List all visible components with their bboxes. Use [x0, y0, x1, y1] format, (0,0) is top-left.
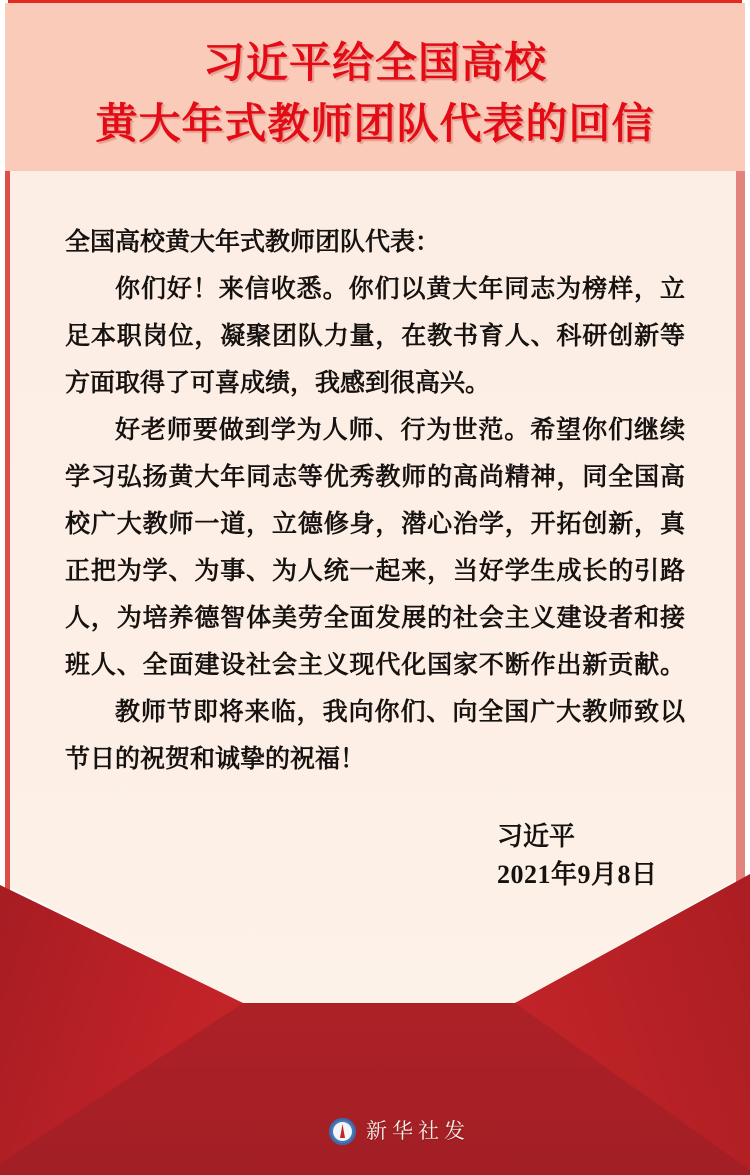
letter-line: 人，为培养德智体美劳全面发展的社会主义建设者和接: [65, 605, 685, 632]
signature-date: 2021年9月8日: [497, 860, 658, 889]
signature-block: [497, 818, 658, 894]
agency-credit-text: 新华社发: [366, 1119, 470, 1143]
left-frame-strip: [5, 171, 10, 941]
letter-salutation: 全国高校黄大年式教师团队代表：: [65, 229, 441, 256]
letter-line: 学习弘扬黄大年同志等优秀教师的高尚精神，同全国高: [65, 464, 685, 491]
letter-body: [65, 219, 685, 783]
right-frame-strip: [736, 171, 745, 916]
letter-line: 教师节即将来临，我向你们、向全国广大教师致以: [115, 699, 685, 726]
signature-name: 习近平: [497, 822, 576, 851]
poster-title-line2: 黄大年式教师团队代表的回信: [95, 102, 655, 148]
letter-line: 正把为学、为事、为人统一起来，当好学生成长的引路: [65, 558, 685, 585]
letter-line: 足本职岗位，凝聚团队力量，在教书育人、科研创新等: [65, 323, 685, 350]
letter-line: 好老师要做到学为人师、行为世范。希望你们继续: [115, 417, 685, 444]
letter-line: 班人、全面建设社会主义现代化国家不断作出新贡献。: [65, 652, 685, 679]
letter-line: 你们好！来信收悉。你们以黄大年同志为榜样，立: [115, 276, 685, 303]
letter-line: 节日的祝贺和诚挚的祝福！: [65, 746, 366, 773]
xinhua-emblem-icon: [329, 1118, 356, 1145]
agency-credit: [329, 1118, 470, 1145]
letter-line: 校广大教师一道，立德修身，潜心治学，开拓创新，真: [65, 511, 685, 538]
title-band: [5, 3, 745, 171]
letter-line: 方面取得了可喜成绩，我感到很高兴。: [65, 370, 491, 397]
poster-title-line1: 习近平给全国高校: [202, 41, 547, 87]
